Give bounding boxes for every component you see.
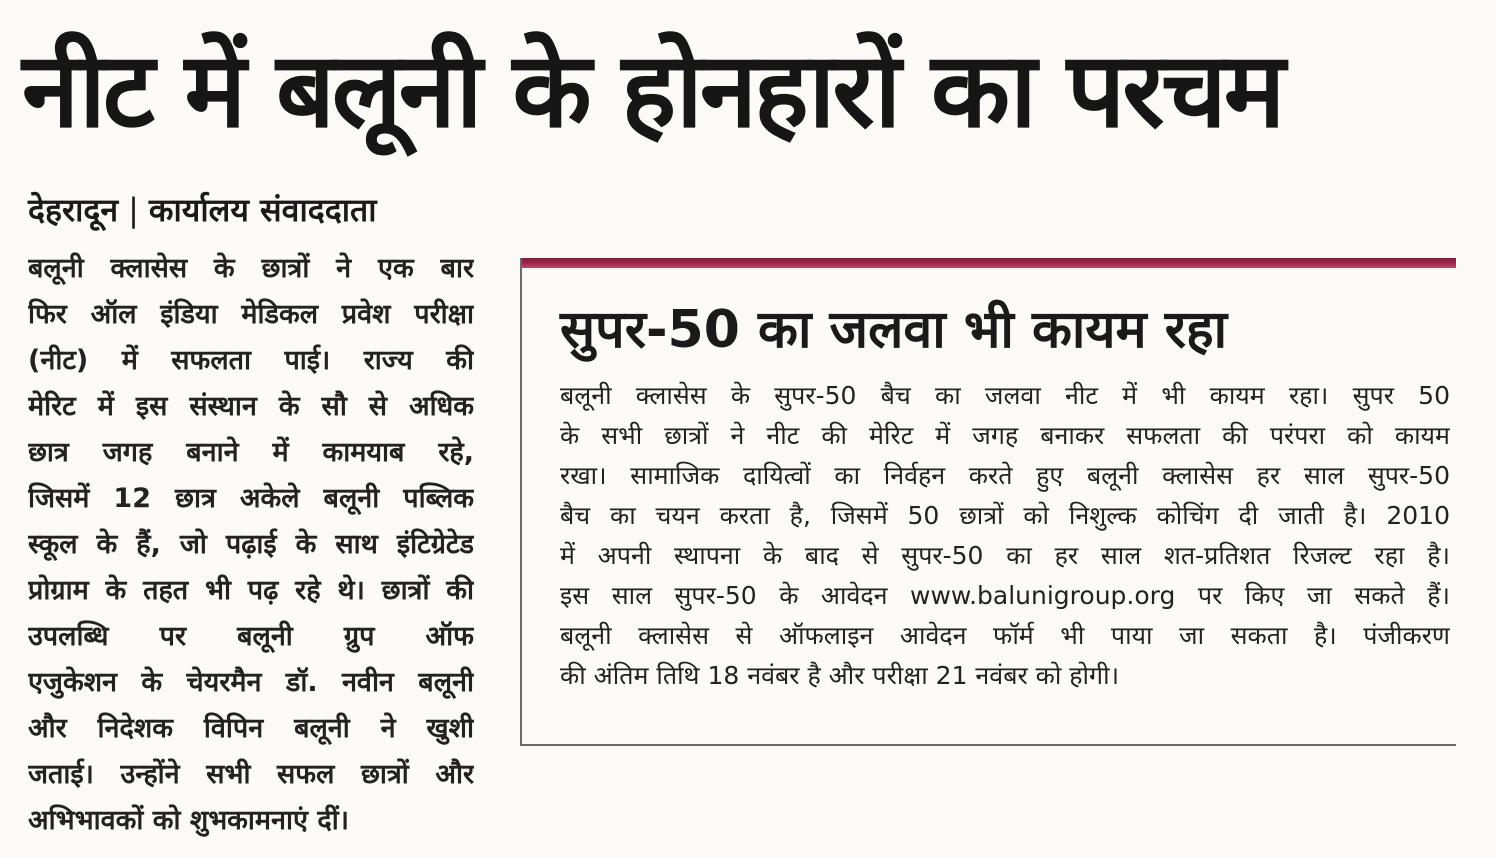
main-story-line: उपलब्धि पर बलूनी ग्रुप ऑफ <box>28 621 474 652</box>
main-story-line: अभिभावकों को शुभकामनाएं दीं। <box>28 805 349 836</box>
main-story-line: एजुकेशन के चेयरमैन डॉ. नवीन बलूनी <box>28 667 474 698</box>
main-story-line: प्रोग्राम के तहत भी पढ़ रहे थे। छात्रों की <box>28 575 474 606</box>
dateline <box>28 188 377 232</box>
main-story-line: जिसमें 12 छात्र अकेले बलूनी पब्लिक <box>28 483 474 514</box>
dateline-city: देहरादून <box>28 191 119 229</box>
sidebar-story-line: बलूनी क्लासेस के सुपर-50 बैच का जलवा नीट में भी कायम रहा। सुपर 50 <box>560 381 1450 410</box>
main-story-line: मेरिट में इस संस्थान के सौ से अधिक <box>28 391 474 422</box>
main-story-line: स्कूल के हैं, जो पढ़ाई के साथ इंटिग्रेटेड <box>28 529 474 560</box>
main-story-line: और निदेशक विपिन बलूनी ने खुशी <box>28 713 474 744</box>
sidebar-story-line: बलूनी क्लासेस से ऑफलाइन आवेदन फॉर्म भी पाया जा सकता है। पंजीकरण <box>560 621 1450 650</box>
sidebar-story-line: में अपनी स्थापना के बाद से सुपर-50 का हर साल शत-प्रतिशत रिजल्ट रहा है। <box>560 541 1450 570</box>
dateline-separator: | <box>128 191 139 229</box>
headline: नीट में बलूनी के होनहारों का परचम <box>22 29 1283 151</box>
sidebar-story <box>560 376 1450 696</box>
sidebar-box <box>520 258 1456 746</box>
main-story-line: फिर ऑल इंडिया मेडिकल प्रवेश परीक्षा <box>28 299 474 330</box>
main-story-line: बलूनी क्लासेस के छात्रों ने एक बार <box>28 253 474 284</box>
main-story-line: जताई। उन्होंने सभी सफल छात्रों और <box>28 759 474 790</box>
main-story <box>28 246 474 844</box>
sidebar-accent-bar <box>522 258 1456 268</box>
main-story-line: छात्र जगह बनाने में कामयाब रहे, <box>28 437 474 468</box>
dateline-byline: कार्यालय संवाददाता <box>148 191 377 229</box>
sidebar-story-line: बैच का चयन करता है, जिसमें 50 छात्रों को निशुल्क कोचिंग दी जाती है। 2010 <box>560 501 1450 530</box>
main-story-line: (नीट) में सफलता पाई। राज्य की <box>28 345 474 376</box>
sidebar-story-line: रखा। सामाजिक दायित्वों का निर्वहन करते हुए बलूनी क्लासेस हर साल सुपर-50 <box>560 461 1450 490</box>
sidebar-headline: सुपर-50 का जलवा भी कायम रहा <box>560 300 1228 360</box>
sidebar-story-line: के सभी छात्रों ने नीट की मेरिट में जगह बनाकर सफलता की परंपरा को कायम <box>560 421 1450 450</box>
sidebar-story-line: इस साल सुपर-50 के आवेदन www.balunigroup.org पर किए जा सकते हैं। <box>560 581 1450 610</box>
sidebar-story-line: की अंतिम तिथि 18 नवंबर है और परीक्षा 21 नवंबर को होगी। <box>560 661 1120 690</box>
